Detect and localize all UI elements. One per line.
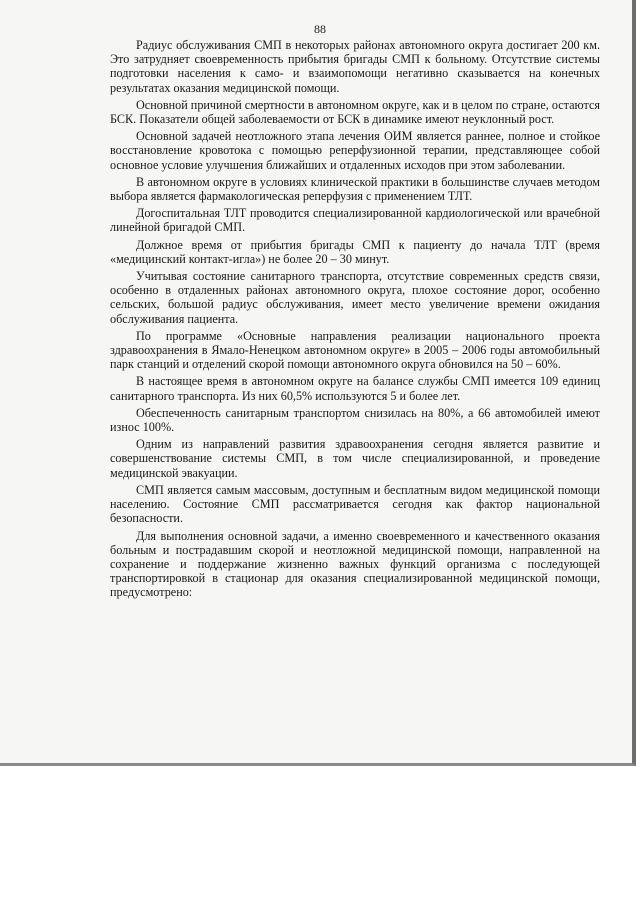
paragraph: Учитывая состояние санитарного транспорта, отсутствие современных средств связи, особенно в отдаленных районах автономного округа, плохое состояние дорог, особенно сельских, большой радиус обслуживания, имеет место увеличение времени ожидания обслуживания пациента. — [110, 269, 600, 326]
paragraph: СМП является самым массовым, доступным и бесплатным видом медицинской помощи населению. Состояние СМП рассматривается сегодня как фактор национальной безопасности. — [110, 482, 600, 526]
paragraph: По программе «Основные направления реализации национального проекта здравоохранения в Ямало-Ненецком автономном округе» в 2005 – 2006 годы автомобильный парк станций и отделений скорой помощи автономного округа обновился на 50 – 60%. — [110, 328, 600, 372]
page-number: 88 — [314, 22, 326, 36]
paragraph: Одним из направлений развития здравоохранения сегодня является развитие и совершенствование системы СМП, в том числе специализированной, и проведение медицинской эвакуации. — [110, 437, 600, 480]
paragraph: Для выполнения основной задачи, а именно своевременного и качественного оказания больным и пострадавшим скорой и неотложной медицинской помощи, направленной на сохранение и поддержание жизненно важных функций организма с последующей транспортировкой в стационар для оказания специализированной медицинской помощи, предусмотрено: — [110, 528, 600, 600]
paragraph: Должное время от прибытия бригады СМП к пациенту до начала ТЛТ (время «медицинский контакт-игла») не более 20 – 30 минут. — [110, 237, 600, 266]
paragraph: Радиус обслуживания СМП в некоторых районах автономного округа достигает 200 км. Это затрудняет своевременность прибытия бригады СМП к больному. Отсутствие системы подготовки населения к само- и взаимопомощи негативно сказывается на конечных результатах оказания медицинской помощи. — [110, 38, 600, 95]
paragraph: В автономном округе в условиях клинической практики в большинстве случаев методом выбора является фармакологическая реперфузия с применением ТЛТ. — [110, 174, 600, 204]
paragraph: Основной задачей неотложного этапа лечения ОИМ является раннее, полное и стойкое восстановление кровотока с помощью реперфузионной терапии, представляющее собой основное условие улучшения ближайших и отдаленных исходов при этом заболевании. — [110, 129, 600, 172]
paragraph: Обеспеченность санитарным транспортом снизилась на 80%, а 66 автомобилей имеют износ 100%. — [110, 405, 600, 435]
paragraph: Догоспитальная ТЛТ проводится специализированной кардиологической или врачебной линейной бригадой СМП. — [110, 206, 600, 235]
paragraph: В настоящее время в автономном округе на балансе службы СМП имеется 109 единиц санитарного транспорта. Из них 60,5% используются 5 и более лет. — [110, 374, 600, 403]
body-text — [110, 38, 600, 603]
paragraph: Основной причиной смертности в автономном округе, как и в целом по стране, остаются БСК. Показатели общей заболеваемости от БСК в динамике имеют неуклонный рост. — [110, 97, 600, 127]
